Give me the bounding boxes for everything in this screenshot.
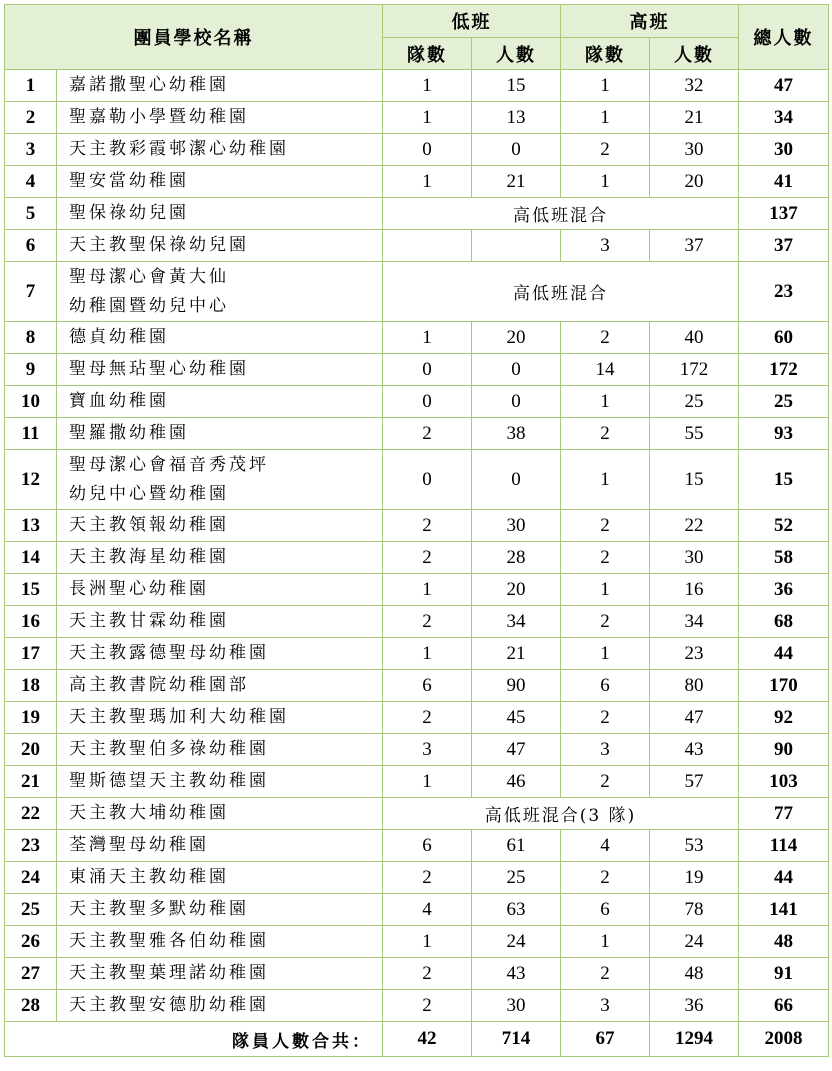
school-name xyxy=(57,734,383,766)
school-name xyxy=(57,198,383,230)
school-name xyxy=(57,894,383,926)
row-number: 6 xyxy=(5,230,57,262)
row-number: 28 xyxy=(5,990,57,1022)
row-number: 5 xyxy=(5,198,57,230)
school-name-line: 天主教聖保祿幼兒園 xyxy=(69,235,249,255)
school-name xyxy=(57,262,383,322)
low-people-cell: 21 xyxy=(472,638,561,670)
low-teams-cell: 1 xyxy=(383,166,472,198)
row-total: 103 xyxy=(739,766,829,798)
row-number: 18 xyxy=(5,670,57,702)
row-number: 12 xyxy=(5,450,57,510)
table-row xyxy=(5,734,829,766)
row-number: 7 xyxy=(5,262,57,322)
low-people-cell: 28 xyxy=(472,542,561,574)
low-people-cell: 0 xyxy=(472,450,561,510)
row-total: 68 xyxy=(739,606,829,638)
low-people-cell: 38 xyxy=(472,418,561,450)
low-teams-cell: 1 xyxy=(383,926,472,958)
table-row xyxy=(5,926,829,958)
school-name xyxy=(57,386,383,418)
school-name-line: 聖羅撒幼稚園 xyxy=(69,423,189,443)
table-row xyxy=(5,386,829,418)
row-total: 66 xyxy=(739,990,829,1022)
table-row xyxy=(5,262,829,322)
school-name-line: 聖母潔心會福音秀茂坪 xyxy=(69,454,269,475)
table-row xyxy=(5,990,829,1022)
row-number: 8 xyxy=(5,322,57,354)
table-row xyxy=(5,670,829,702)
row-total: 91 xyxy=(739,958,829,990)
high-people-cell: 36 xyxy=(650,990,739,1022)
high-people-cell: 37 xyxy=(650,230,739,262)
high-people-cell: 48 xyxy=(650,958,739,990)
table-row xyxy=(5,638,829,670)
high-people-cell: 30 xyxy=(650,542,739,574)
row-number: 27 xyxy=(5,958,57,990)
school-name xyxy=(57,134,383,166)
school-name xyxy=(57,322,383,354)
row-total: 141 xyxy=(739,894,829,926)
school-name xyxy=(57,418,383,450)
row-total: 93 xyxy=(739,418,829,450)
high-teams-cell: 1 xyxy=(561,102,650,134)
high-people-cell: 23 xyxy=(650,638,739,670)
low-teams-cell: 2 xyxy=(383,862,472,894)
high-people-cell: 24 xyxy=(650,926,739,958)
school-name-line: 天主教彩霞邨潔心幼稚園 xyxy=(69,139,289,159)
high-people-cell: 47 xyxy=(650,702,739,734)
total-label: 隊員人數合共： xyxy=(5,1022,383,1057)
low-people-cell: 0 xyxy=(472,354,561,386)
school-name-line: 天主教聖多默幼稚園 xyxy=(69,899,249,919)
school-name xyxy=(57,354,383,386)
low-teams-cell: 1 xyxy=(383,766,472,798)
high-teams-cell: 3 xyxy=(561,734,650,766)
low-teams-cell: 1 xyxy=(383,102,472,134)
high-people-cell: 25 xyxy=(650,386,739,418)
high-teams-cell: 1 xyxy=(561,450,650,510)
table-row xyxy=(5,198,829,230)
row-total: 52 xyxy=(739,510,829,542)
low-teams-cell xyxy=(383,230,472,262)
high-teams-cell: 2 xyxy=(561,702,650,734)
school-name-line: 荃灣聖母幼稚園 xyxy=(69,835,209,855)
table-footer xyxy=(5,1022,829,1057)
school-name-header: 團員學校名稱 xyxy=(5,5,383,70)
school-name xyxy=(57,70,383,102)
high-people-cell: 21 xyxy=(650,102,739,134)
high-class-header: 高班 xyxy=(561,5,739,38)
high-teams-cell: 3 xyxy=(561,990,650,1022)
row-number: 13 xyxy=(5,510,57,542)
high-people-cell: 20 xyxy=(650,166,739,198)
table-row xyxy=(5,354,829,386)
school-name-line: 寶血幼稚園 xyxy=(69,391,169,411)
school-name xyxy=(57,830,383,862)
low-people-cell xyxy=(472,230,561,262)
low-people-cell: 46 xyxy=(472,766,561,798)
school-name-line: 天主教領報幼稚園 xyxy=(69,515,229,535)
school-name-line: 天主教甘霖幼稚園 xyxy=(69,611,229,631)
low-teams-cell: 2 xyxy=(383,958,472,990)
table-row xyxy=(5,510,829,542)
low-teams-cell: 1 xyxy=(383,574,472,606)
low-people-cell: 20 xyxy=(472,322,561,354)
high-people-cell: 34 xyxy=(650,606,739,638)
high-people-cell: 19 xyxy=(650,862,739,894)
school-name-line: 天主教大埔幼稚園 xyxy=(69,803,229,823)
row-number: 4 xyxy=(5,166,57,198)
high-teams-header: 隊數 xyxy=(561,38,650,70)
high-teams-cell: 2 xyxy=(561,134,650,166)
low-teams-header: 隊數 xyxy=(383,38,472,70)
membership-table xyxy=(4,4,829,1057)
high-teams-cell: 2 xyxy=(561,958,650,990)
table-row xyxy=(5,798,829,830)
school-name-line: 聖保祿幼兒園 xyxy=(69,203,189,223)
school-name-line: 天主教聖安德肋幼稚園 xyxy=(69,995,269,1015)
table-row xyxy=(5,958,829,990)
school-name-line: 聖安當幼稚園 xyxy=(69,171,189,191)
row-number: 3 xyxy=(5,134,57,166)
low-teams-cell: 1 xyxy=(383,70,472,102)
low-teams-cell: 2 xyxy=(383,418,472,450)
table-row xyxy=(5,766,829,798)
row-total: 15 xyxy=(739,450,829,510)
high-teams-cell: 2 xyxy=(561,510,650,542)
school-name xyxy=(57,670,383,702)
low-class-header: 低班 xyxy=(383,5,561,38)
school-name-line: 天主教聖雅各伯幼稚園 xyxy=(69,931,269,951)
school-name xyxy=(57,102,383,134)
low-people-cell: 21 xyxy=(472,166,561,198)
table-row xyxy=(5,322,829,354)
table-row xyxy=(5,102,829,134)
row-total: 47 xyxy=(739,70,829,102)
high-people-header: 人數 xyxy=(650,38,739,70)
school-name-line: 幼兒中心暨幼稚園 xyxy=(69,483,229,504)
row-total: 114 xyxy=(739,830,829,862)
low-people-cell: 45 xyxy=(472,702,561,734)
row-number: 25 xyxy=(5,894,57,926)
low-people-cell: 43 xyxy=(472,958,561,990)
low-people-cell: 15 xyxy=(472,70,561,102)
row-number: 14 xyxy=(5,542,57,574)
school-name xyxy=(57,958,383,990)
low-people-cell: 24 xyxy=(472,926,561,958)
low-people-cell: 63 xyxy=(472,894,561,926)
table-body xyxy=(5,70,829,1022)
high-people-cell: 53 xyxy=(650,830,739,862)
school-name-line: 天主教海星幼稚園 xyxy=(69,547,229,567)
table-row xyxy=(5,862,829,894)
low-people-cell: 47 xyxy=(472,734,561,766)
school-name xyxy=(57,766,383,798)
row-number: 11 xyxy=(5,418,57,450)
school-name-line: 德貞幼稚園 xyxy=(69,327,169,347)
table-row xyxy=(5,418,829,450)
table-row xyxy=(5,574,829,606)
table-row xyxy=(5,702,829,734)
high-teams-cell: 1 xyxy=(561,166,650,198)
low-teams-cell: 2 xyxy=(383,702,472,734)
table-row xyxy=(5,542,829,574)
school-name xyxy=(57,702,383,734)
low-people-cell: 25 xyxy=(472,862,561,894)
high-teams-cell: 2 xyxy=(561,606,650,638)
school-name-line: 幼稚園暨幼兒中心 xyxy=(69,295,229,316)
row-total: 60 xyxy=(739,322,829,354)
low-teams-cell: 1 xyxy=(383,322,472,354)
mixed-class-note: 高低班混合 xyxy=(383,262,739,322)
low-teams-cell: 2 xyxy=(383,542,472,574)
row-total: 25 xyxy=(739,386,829,418)
row-total: 41 xyxy=(739,166,829,198)
grand-total: 2008 xyxy=(739,1022,829,1057)
table-row xyxy=(5,166,829,198)
row-number: 15 xyxy=(5,574,57,606)
mixed-class-note: 高低班混合 xyxy=(383,198,739,230)
high-people-cell: 32 xyxy=(650,70,739,102)
row-number: 22 xyxy=(5,798,57,830)
total-high-teams: 67 xyxy=(561,1022,650,1057)
school-name xyxy=(57,510,383,542)
school-name-line: 聖嘉勒小學暨幼稚園 xyxy=(69,107,249,127)
low-teams-cell: 0 xyxy=(383,450,472,510)
high-people-cell: 22 xyxy=(650,510,739,542)
low-people-cell: 61 xyxy=(472,830,561,862)
school-name xyxy=(57,606,383,638)
low-teams-cell: 0 xyxy=(383,354,472,386)
high-people-cell: 80 xyxy=(650,670,739,702)
low-people-cell: 30 xyxy=(472,510,561,542)
row-number: 23 xyxy=(5,830,57,862)
table-row xyxy=(5,830,829,862)
row-number: 19 xyxy=(5,702,57,734)
school-name xyxy=(57,990,383,1022)
school-name xyxy=(57,574,383,606)
school-name-line: 聖母潔心會黃大仙 xyxy=(69,266,229,287)
school-name-line: 天主教聖伯多祿幼稚園 xyxy=(69,739,269,759)
row-total: 170 xyxy=(739,670,829,702)
school-name xyxy=(57,450,383,510)
high-people-cell: 30 xyxy=(650,134,739,166)
high-teams-cell: 1 xyxy=(561,386,650,418)
row-number: 21 xyxy=(5,766,57,798)
row-number: 10 xyxy=(5,386,57,418)
low-teams-cell: 2 xyxy=(383,606,472,638)
school-name xyxy=(57,166,383,198)
table-row xyxy=(5,894,829,926)
row-number: 20 xyxy=(5,734,57,766)
row-total: 37 xyxy=(739,230,829,262)
row-number: 17 xyxy=(5,638,57,670)
high-people-cell: 43 xyxy=(650,734,739,766)
low-people-cell: 0 xyxy=(472,134,561,166)
header-row-1 xyxy=(5,5,829,38)
row-total: 92 xyxy=(739,702,829,734)
low-people-cell: 34 xyxy=(472,606,561,638)
row-number: 16 xyxy=(5,606,57,638)
total-high-people: 1294 xyxy=(650,1022,739,1057)
high-teams-cell: 1 xyxy=(561,574,650,606)
high-teams-cell: 6 xyxy=(561,894,650,926)
high-teams-cell: 3 xyxy=(561,230,650,262)
row-number: 26 xyxy=(5,926,57,958)
row-total: 23 xyxy=(739,262,829,322)
high-people-cell: 57 xyxy=(650,766,739,798)
row-total: 172 xyxy=(739,354,829,386)
table-row xyxy=(5,230,829,262)
low-teams-cell: 2 xyxy=(383,990,472,1022)
low-teams-cell: 6 xyxy=(383,830,472,862)
high-teams-cell: 2 xyxy=(561,418,650,450)
high-people-cell: 16 xyxy=(650,574,739,606)
high-people-cell: 78 xyxy=(650,894,739,926)
school-name xyxy=(57,542,383,574)
row-number: 9 xyxy=(5,354,57,386)
row-total: 30 xyxy=(739,134,829,166)
high-teams-cell: 2 xyxy=(561,542,650,574)
total-low-people: 714 xyxy=(472,1022,561,1057)
table-row xyxy=(5,606,829,638)
table-header xyxy=(5,5,829,70)
table-row xyxy=(5,450,829,510)
school-name-line: 嘉諾撒聖心幼稚園 xyxy=(69,75,229,95)
total-low-teams: 42 xyxy=(383,1022,472,1057)
school-name xyxy=(57,638,383,670)
low-people-cell: 20 xyxy=(472,574,561,606)
low-teams-cell: 0 xyxy=(383,386,472,418)
row-total: 34 xyxy=(739,102,829,134)
row-number: 1 xyxy=(5,70,57,102)
school-name-line: 長洲聖心幼稚園 xyxy=(69,579,209,599)
row-total: 44 xyxy=(739,862,829,894)
high-teams-cell: 4 xyxy=(561,830,650,862)
low-people-header: 人數 xyxy=(472,38,561,70)
high-teams-cell: 2 xyxy=(561,322,650,354)
total-row xyxy=(5,1022,829,1057)
low-teams-cell: 2 xyxy=(383,510,472,542)
high-people-cell: 15 xyxy=(650,450,739,510)
high-teams-cell: 1 xyxy=(561,638,650,670)
row-number: 2 xyxy=(5,102,57,134)
high-teams-cell: 2 xyxy=(561,766,650,798)
school-name-line: 東涌天主教幼稚園 xyxy=(69,867,229,887)
high-people-cell: 40 xyxy=(650,322,739,354)
row-total: 58 xyxy=(739,542,829,574)
high-teams-cell: 1 xyxy=(561,70,650,102)
total-people-header: 總人數 xyxy=(739,5,829,70)
low-teams-cell: 1 xyxy=(383,638,472,670)
school-name-line: 天主教聖葉理諾幼稚園 xyxy=(69,963,269,983)
membership-table-container xyxy=(4,4,829,1057)
school-name xyxy=(57,862,383,894)
row-total: 137 xyxy=(739,198,829,230)
row-total: 36 xyxy=(739,574,829,606)
high-teams-cell: 2 xyxy=(561,862,650,894)
row-total: 48 xyxy=(739,926,829,958)
table-row xyxy=(5,70,829,102)
low-people-cell: 0 xyxy=(472,386,561,418)
school-name-line: 聖母無玷聖心幼稚園 xyxy=(69,359,249,379)
school-name-line: 天主教聖瑪加利大幼稚園 xyxy=(69,707,289,727)
high-people-cell: 172 xyxy=(650,354,739,386)
high-teams-cell: 6 xyxy=(561,670,650,702)
low-people-cell: 30 xyxy=(472,990,561,1022)
school-name-line: 天主教露德聖母幼稚園 xyxy=(69,643,269,663)
high-teams-cell: 14 xyxy=(561,354,650,386)
high-people-cell: 55 xyxy=(650,418,739,450)
school-name-line: 高主教書院幼稚園部 xyxy=(69,675,249,695)
row-number: 24 xyxy=(5,862,57,894)
mixed-class-note: 高低班混合(3 隊) xyxy=(383,798,739,830)
school-name xyxy=(57,926,383,958)
table-row xyxy=(5,134,829,166)
row-total: 90 xyxy=(739,734,829,766)
low-teams-cell: 3 xyxy=(383,734,472,766)
low-teams-cell: 6 xyxy=(383,670,472,702)
low-people-cell: 13 xyxy=(472,102,561,134)
low-teams-cell: 4 xyxy=(383,894,472,926)
row-total: 77 xyxy=(739,798,829,830)
school-name xyxy=(57,230,383,262)
row-total: 44 xyxy=(739,638,829,670)
low-people-cell: 90 xyxy=(472,670,561,702)
high-teams-cell: 1 xyxy=(561,926,650,958)
low-teams-cell: 0 xyxy=(383,134,472,166)
school-name-line: 聖斯德望天主教幼稚園 xyxy=(69,771,269,791)
school-name xyxy=(57,798,383,830)
